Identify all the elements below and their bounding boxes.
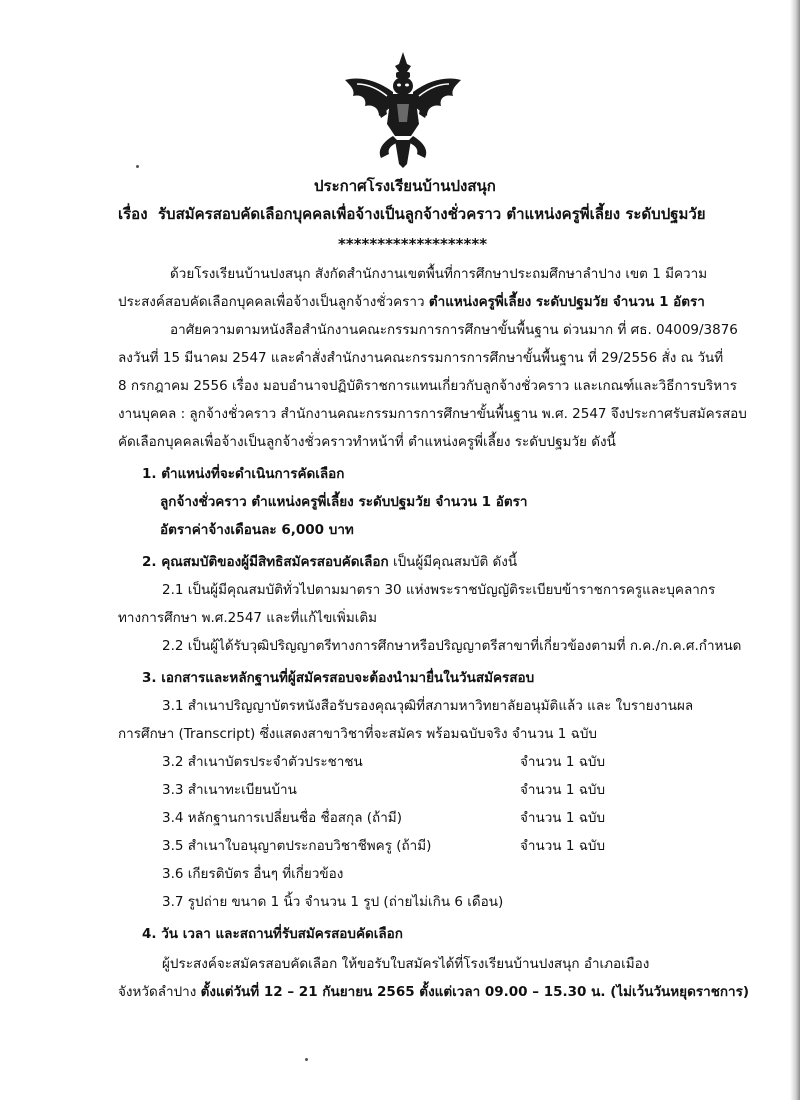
section3-item-label: 3.7 รูปถ่าย ขนาด 1 นิ้ว จำนวน 1 รูป (ถ่ายไม่เกิน 6 เดือน) — [162, 894, 504, 910]
section3-item-label: 3.6 เกียรติบัตร อื่นๆ ที่เกี่ยวข้อง — [162, 866, 344, 882]
section3-item1-line1: 3.1 สำเนาปริญญาบัตรหนังสือรับรองคุณวุฒิที่สภามหาวิทยาลัยอนุมัติแล้ว และ ใบรายงานผล — [162, 698, 694, 714]
scan-speck — [136, 165, 139, 168]
section4-line1: ผู้ประสงค์จะสมัครสอบคัดเลือก ให้ขอรับใบสมัครได้ที่โรงเรียนบ้านปงสนุก อำเภอเมือง — [162, 956, 650, 972]
section3-item-label: 3.5 สำเนาใบอนุญาตประกอบวิชาชีพครู (ถ้ามี) — [162, 838, 432, 854]
section2-item2: 2.2 เป็นผู้ได้รับวุฒิปริญญาตรีทางการศึกษาหรือปริญญาตรีสาขาที่เกี่ยวข้องตามที่ ก.ค./ก.ค.ศ.กำหนด — [162, 638, 742, 654]
section2-heading-bold: 2. คุณสมบัติของผู้มีสิทธิสมัครสอบคัดเลือก — [142, 554, 389, 570]
announcement-subject — [118, 204, 706, 224]
section3-heading: 3. เอกสารและหลักฐานที่ผู้สมัครสอบจะต้องนำมายื่นในวันสมัครสอบ — [142, 670, 535, 686]
title-divider: ******************* — [338, 235, 488, 253]
subject-text: รับสมัครสอบคัดเลือกบุคคลเพื่อจ้างเป็นลูกจ้างชั่วคราว ตำแหน่งครูพี่เลี้ยง ระดับปฐมวัย — [157, 205, 706, 223]
section3-item-count: จำนวน 1 ฉบับ — [520, 754, 606, 770]
intro-p1-normal: ประสงค์สอบคัดเลือกบุคคลเพื่อจ้างเป็นลูกจ้างชั่วคราว — [118, 294, 425, 310]
intro-p2-line2: ลงวันที่ 15 มีนาคม 2547 และคำสั่งสำนักงานคณะกรรมการการศึกษาขั้นพื้นฐาน ที่ 29/2556 สั่ง ณ วันที่ — [118, 350, 724, 366]
section4-line2-normal: จังหวัดลำปาง — [118, 984, 201, 1000]
section3-item-label: 3.2 สำเนาบัตรประจำตัวประชาชน — [162, 754, 363, 770]
section3-item-count: จำนวน 1 ฉบับ — [520, 782, 606, 798]
section3-item-count: จำนวน 1 ฉบับ — [520, 838, 606, 854]
intro-p2-line5: คัดเลือกบุคคลเพื่อจ้างเป็นลูกจ้างชั่วคราวทำหน้าที่ ตำแหน่งครูพี่เลี้ยง ระดับปฐมวัย ดังนี้ — [118, 434, 616, 450]
scan-edge-shadow — [790, 0, 800, 1100]
intro-p1-line1: ด้วยโรงเรียนบ้านปงสนุก สังกัดสำนักงานเขตพื้นที่การศึกษาประถมศึกษาลำปาง เขต 1 มีความ — [170, 266, 708, 282]
section1-heading: 1. ตำแหน่งที่จะดำเนินการคัดเลือก — [142, 466, 345, 482]
intro-p1-bold: ตำแหน่งครูพี่เลี้ยง ระดับปฐมวัย จำนวน 1 อัตรา — [428, 294, 705, 310]
intro-p2-line1: อาศัยความตามหนังสือสำนักงานคณะกรรมการการศึกษาขั้นพื้นฐาน ด่วนมาก ที่ ศธ. 04009/3876 — [170, 322, 738, 338]
section4-line2-bold: ตั้งแต่วันที่ 12 – 21 กันยายน 2565 ตั้งแต่เวลา 09.00 – 15.30 น. (ไม่เว้นวันหยุดราชการ) — [200, 984, 750, 1000]
intro-p2-line3: 8 กรกฎาคม 2556 เรื่อง มอบอำนาจปฏิบัติราชการแทนเกี่ยวกับลูกจ้างชั่วคราว และเกณฑ์และวิธีการบริหาร — [118, 378, 738, 394]
garuda-emblem-icon — [337, 50, 469, 168]
section4-line2 — [118, 982, 749, 1002]
intro-p1-line2 — [118, 292, 705, 312]
section2-item1-line2: ทางการศึกษา พ.ศ.2547 และที่แก้ไขเพิ่มเติม — [118, 610, 377, 626]
scan-speck — [305, 1058, 308, 1061]
intro-p2-line4: งานบุคคล : ลูกจ้างชั่วคราว สำนักงานคณะกรรมการการศึกษาขั้นพื้นฐาน พ.ศ. 2547 จึงประกาศรับสมัครสอบ — [118, 406, 747, 422]
section4-heading: 4. วัน เวลา และสถานที่รับสมัครสอบคัดเลือก — [142, 926, 403, 942]
section1-line1: ลูกจ้างชั่วคราว ตำแหน่งครูพี่เลี้ยง ระดับปฐมวัย จำนวน 1 อัตรา — [160, 494, 528, 510]
section2-heading-tail: เป็นผู้มีคุณสมบัติ ดังนี้ — [388, 554, 518, 570]
section3-item1-line2: การศึกษา (Transcript) ซึ่งแสดงสาขาวิชาที่จะสมัคร พร้อมฉบับจริง จำนวน 1 ฉบับ — [118, 726, 597, 742]
section2-heading — [142, 552, 517, 572]
subject-label: เรื่อง — [118, 205, 148, 223]
section1-line2: อัตราค่าจ้างเดือนละ 6,000 บาท — [160, 522, 354, 538]
section3-item-label: 3.4 หลักฐานการเปลี่ยนชื่อ ชื่อสกุล (ถ้ามี) — [162, 810, 402, 826]
announcement-title: ประกาศโรงเรียนบ้านปงสนุก — [314, 177, 496, 195]
section3-item-count: จำนวน 1 ฉบับ — [520, 810, 606, 826]
section3-item-label: 3.3 สำเนาทะเบียนบ้าน — [162, 782, 297, 798]
section2-item1-line1: 2.1 เป็นผู้มีคุณสมบัติทั่วไปตามมาตรา 30 แห่งพระราชบัญญัติระเบียบข้าราชการครูและบุคลากร — [162, 582, 716, 598]
